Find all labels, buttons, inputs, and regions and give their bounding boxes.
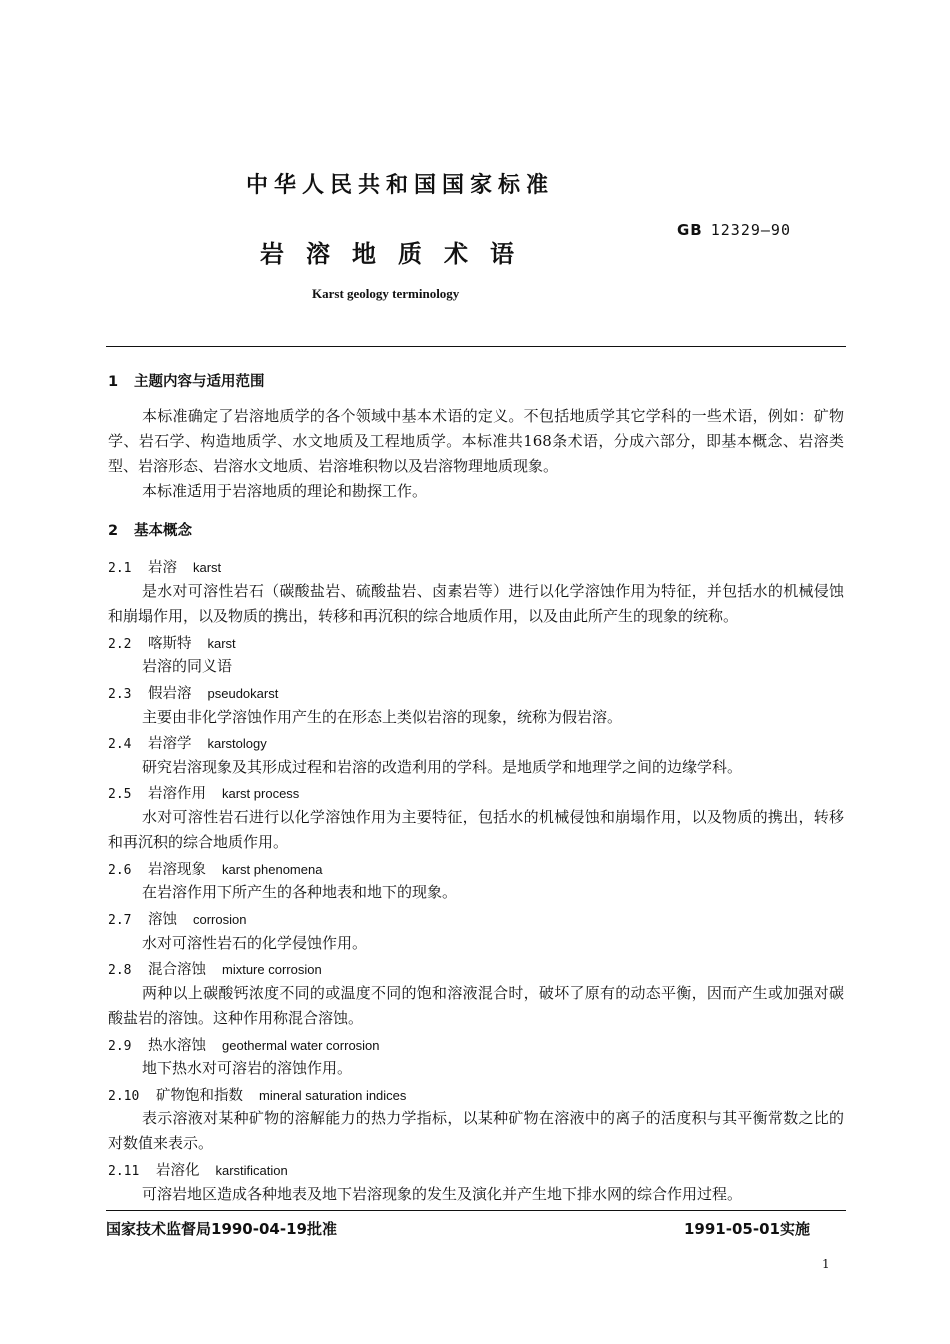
term-english: karst (193, 560, 222, 575)
term-definition: 主要由非化学溶蚀作用产生的在形态上类似岩溶的现象，统称为假岩溶。 (142, 708, 623, 726)
header-divider (106, 346, 846, 347)
term-english: pseudokarst (207, 686, 279, 701)
term-definition: 表示溶液对某种矿物的溶解能力的热力学指标，以某种矿物在溶液中的离子的活度积与其平衡常数之比的对数值来表示。 (108, 1109, 844, 1152)
term-english: karst process (222, 786, 300, 801)
term-number: 2.3 (108, 687, 132, 702)
term-definition: 水对可溶性岩石进行以化学溶蚀作用为主要特征，包括水的机械侵蚀和崩塌作用，以及物质的携出，转移和再沉积的综合地质作用。 (108, 808, 844, 851)
term-number: 2.8 (108, 963, 132, 978)
term-heading (108, 556, 221, 577)
term-english: corrosion (193, 912, 247, 927)
term-chinese: 岩溶学 (148, 736, 192, 752)
term-chinese: 岩溶现象 (148, 862, 206, 878)
document-title: 岩溶地质术语 (260, 240, 536, 268)
term-heading (108, 1159, 288, 1180)
page-number: 1 (822, 1257, 830, 1271)
term-number: 2.6 (108, 863, 132, 878)
section-title: 主题内容与适用范围 (134, 374, 265, 390)
standard-code-prefix: GB (677, 221, 703, 239)
term-number: 2.11 (108, 1164, 140, 1179)
section-1-paragraph-2: 本标准适用于岩溶地质的理论和勘探工作。 (142, 482, 428, 500)
term-heading (108, 958, 322, 979)
term-number: 2.2 (108, 637, 132, 652)
term-heading (108, 632, 236, 653)
term-chinese: 岩溶作用 (148, 786, 206, 802)
term-definition: 研究岩溶现象及其形成过程和岩溶的改造利用的学科。是地质学和地理学之间的边缘学科。 (142, 758, 743, 776)
term-chinese: 岩溶化 (156, 1163, 200, 1179)
term-chinese: 矿物饱和指数 (156, 1088, 243, 1104)
standard-code-number: 12329—90 (710, 221, 791, 239)
term-english: karst (207, 636, 236, 651)
term-chinese: 假岩溶 (148, 686, 192, 702)
term-heading (108, 858, 322, 879)
section-1-paragraph-1: 本标准确定了岩溶地质学的各个领域中基本术语的定义。不包括地质学其它学科的一些术语，例如：矿物学、岩石学、构造地质学、水文地质及工程地质学。本标准共168条术语，分成六部分，即基本概念、岩溶类型、岩溶形态、岩溶水文地质、岩溶堆积物以及岩溶物理地质现象。 (108, 407, 844, 475)
term-heading (108, 908, 246, 929)
standard-code (677, 221, 791, 239)
approval-date: 国家技术监督局1990-04-19批准 (106, 1220, 337, 1238)
term-chinese: 溶蚀 (148, 912, 177, 928)
english-subtitle: Karst geology terminology (312, 286, 460, 301)
term-definition: 地下热水对可溶岩的溶蚀作用。 (142, 1059, 353, 1077)
section-number: 2 (108, 523, 119, 539)
term-heading (108, 732, 267, 753)
term-chinese: 混合溶蚀 (148, 962, 206, 978)
section-1-heading (108, 370, 265, 391)
term-number: 2.9 (108, 1039, 132, 1054)
term-definition: 可溶岩地区造成各种地表及地下岩溶现象的发生及演化并产生地下排水网的综合作用过程。 (142, 1185, 743, 1203)
term-number: 2.7 (108, 913, 132, 928)
term-english: karstification (215, 1163, 288, 1178)
section-2-heading (108, 519, 192, 540)
term-chinese: 喀斯特 (148, 636, 192, 652)
term-heading (108, 782, 299, 803)
term-definition: 岩溶的同义语 (142, 657, 233, 675)
term-english: mixture corrosion (222, 962, 322, 977)
term-definition: 在岩溶作用下所产生的各种地表和地下的现象。 (142, 883, 458, 901)
term-english: karstology (207, 736, 267, 751)
national-standard-heading: 中华人民共和国国家标准 (246, 173, 555, 198)
term-number: 2.10 (108, 1089, 140, 1104)
term-chinese: 热水溶蚀 (148, 1038, 206, 1054)
term-heading (108, 682, 278, 703)
term-english: mineral saturation indices (259, 1088, 407, 1103)
term-heading (108, 1084, 406, 1105)
term-number: 2.5 (108, 787, 132, 802)
term-heading (108, 1034, 380, 1055)
term-definition: 是水对可溶性岩石（碳酸盐岩、硫酸盐岩、卤素岩等）进行以化学溶蚀作用为特征，并包括水的机械侵蚀和崩塌作用，以及物质的携出，转移和再沉积的综合地质作用，以及由此所产生的现象的统称。 (108, 582, 844, 625)
term-english: karst phenomena (222, 862, 323, 877)
term-number: 2.4 (108, 737, 132, 752)
term-number: 2.1 (108, 561, 132, 576)
footer-divider (106, 1210, 846, 1211)
term-english: geothermal water corrosion (222, 1038, 380, 1053)
effective-date: 1991-05-01实施 (684, 1220, 810, 1238)
section-title: 基本概念 (134, 523, 192, 539)
term-definition: 水对可溶性岩石的化学侵蚀作用。 (142, 934, 368, 952)
section-number: 1 (108, 374, 119, 390)
term-definition: 两种以上碳酸钙浓度不同的或温度不同的饱和溶液混合时，破坏了原有的动态平衡，因而产生或加强对碳酸盐岩的溶蚀。这种作用称混合溶蚀。 (108, 984, 844, 1027)
term-chinese: 岩溶 (148, 560, 177, 576)
